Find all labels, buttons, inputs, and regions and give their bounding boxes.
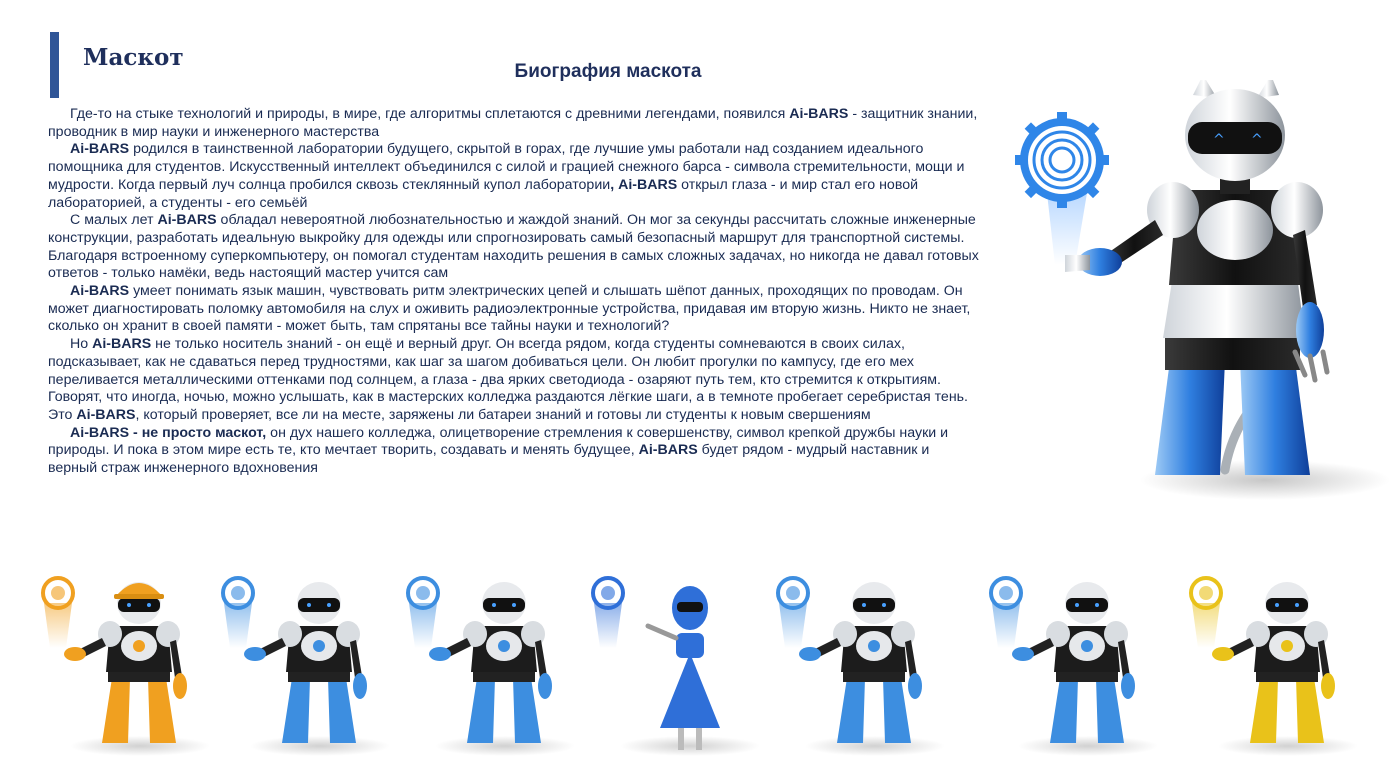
dress-robot-icon	[580, 568, 770, 763]
electric-robot-icon	[1178, 568, 1368, 763]
circuit-robot-icon	[978, 568, 1168, 763]
bio-paragraph: С малых лет Ai-BARS обладал невероятной любознательностью и жаждой знаний. Он мог за секунды рассчитать сложные инженерные конструкции, разработать идеальную выкройку для одежды или спрогнозировать самый безопасный маршрут для транспортной системы. Благодаря встроенному суперкомпьютеру, он помогал студентам находить решения в самых сложных задачах, но никогда не давал готовых ответов - только намёки, ведь настоящий мастер учится сам	[48, 212, 979, 282]
bio-paragraph: Но Ai-BARS не только носитель знаний - он ещё и верный друг. Он всегда рядом, когда студенты сомневаются в своих силах, подсказывает, как не сдаваться перед трудностями, как шаг за шагом добиваться цели. Он любит прогулки по кампусу, где его мех переливается металлическими оттенками под солнцем, а глаза - два ярких светодиода - озаряют путь тем, кто стремится к открытиям. Говорят, что иногда, ночью, можно услышать, как в мастерских колледжа раздаются лёгкие шаги, а в темноте пробегает серебристая тень. Это Ai-BARS, который проверяет, все ли на месте, заряжены ли батареи знаний и готовы ли студенты к новым свершениям	[48, 336, 968, 423]
bio-paragraph: Ai-BARS умеет понимать язык машин, чувствовать ритм электрических цепей и слышать шёпот данных, проходящих по проводам. Он может диагностировать поломку автомобиля на слух и оживить радиоэлектронные устройства, придавая им вторую жизнь. Никто не знает, сколько он хранит в своей памяти - может быть, там спрятаны все тайны науки и технологий?	[48, 283, 971, 335]
title-accent-bar	[50, 32, 59, 98]
fabric-robot-icon	[395, 568, 585, 763]
bio-heading: Биография маскота	[514, 61, 702, 82]
page-title: Маскот	[83, 44, 184, 71]
hardhat-robot-icon	[30, 568, 220, 763]
bio-paragraph: Ai-BARS - не просто маскот, он дух нашего колледжа, олицетворение стремления к совершенству, символ крепкой дружбы науки и природы. И пока в этом мире есть те, кто мечтает творить, создавать и менять будущее, Ai-BARS будет рядом - мудрый наставник и верный страж инженерного вдохновения	[48, 424, 949, 477]
traffic-light-robot-icon	[210, 568, 400, 763]
bio-text	[48, 106, 980, 478]
svg-text:^: ^	[1213, 132, 1225, 148]
bio-paragraph: Где-то на стыке технологий и природы, в мире, где алгоритмы сплетаются с древними легендами, появился Ai-BARS - защитник знании, проводник в мир науки и инженерного мастерства	[48, 106, 978, 140]
gear-logo-icon	[1015, 112, 1109, 265]
wrench-robot-icon	[765, 568, 955, 763]
mascot-hero-image	[1005, 80, 1395, 500]
mascot-variants-row	[30, 568, 1390, 768]
bio-paragraph: Ai-BARS родился в таинственной лаборатории будущего, скрытой в горах, где лучшие умы работали над созданием идеального помощника для студентов. Искусственный интеллект объединился с силой и грацией снежного барса - символа стремительности, мощи и мудрости. Когда первый луч солнца пробился сквозь стеклянный купол лаборатории, Ai-BARS открыл глаза - и мир стал его новой лабораторией, а студенты - его семьёй	[48, 141, 965, 211]
svg-text:^: ^	[1251, 132, 1263, 148]
